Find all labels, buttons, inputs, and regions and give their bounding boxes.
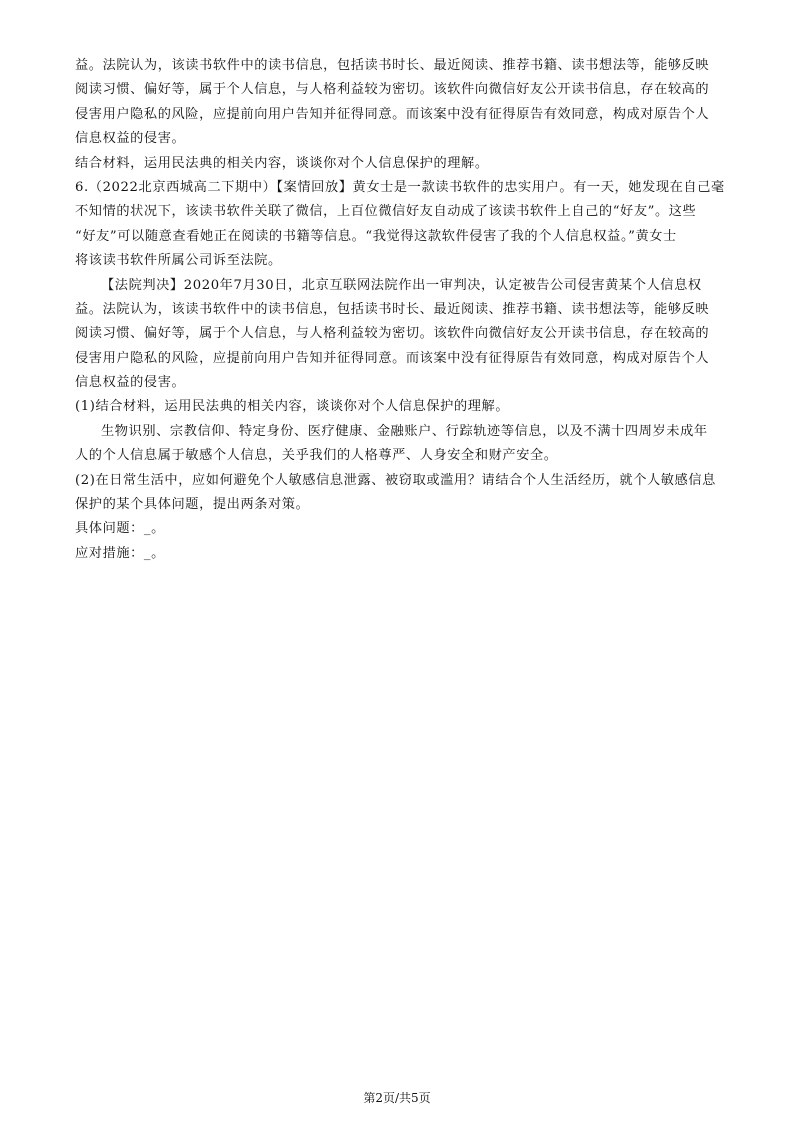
text-line: 侵害用户隐私的风险，应提前向用户告知并征得同意。而该案中没有征得原告有效同意，构成对原告个人 xyxy=(75,106,710,122)
sub-question-2: (2)在日常生活中，应如何避免个人敏感信息泄露、被窃取或滥用？请结合个人生活经历，就个人敏感信息 xyxy=(75,472,716,488)
document-body xyxy=(75,56,725,568)
text-line: 益。法院认为，该读书软件中的读书信息，包括读书时长、最近阅读、推荐书籍、读书想法等，能够反映 xyxy=(75,301,710,317)
question-6-intro: 6.（2022北京西城高二下期中）【案情回放】黄女士是一款读书软件的忠实用户。有一天，她发现在自己毫 xyxy=(75,179,725,195)
text-line: 侵害用户隐私的风险，应提前向用户告知并征得同意。而该案中没有征得原告有效同意，构成对原告个人 xyxy=(75,350,710,366)
sensitive-info-paragraph: 生物识别、宗教信仰、特定身份、医疗健康、金融账户、行踪轨迹等信息，以及不满十四周岁未成年 xyxy=(101,423,708,439)
text-line: 益。法院认为，该读书软件中的读书信息，包括读书时长、最近阅读、推荐书籍、读书想法等，能够反映 xyxy=(75,58,710,73)
text-line: 信息权益的侵害。 xyxy=(75,131,186,147)
text-line: 将该读书软件所属公司诉至法院。 xyxy=(75,253,282,269)
text-line: 信息权益的侵害。 xyxy=(75,375,186,391)
answer-problem-blank: 具体问题：_。 xyxy=(75,521,165,537)
answer-measures-blank: 应对措施：_。 xyxy=(75,545,165,561)
page-number: 第2页/共5页 xyxy=(363,1091,431,1105)
text-line: 人的个人信息属于敏感个人信息，关乎我们的人格尊严、人身安全和财产安全。 xyxy=(75,448,558,464)
text-line: 不知情的状况下，该读书软件关联了微信，上百位微信好友自动成了该读书软件上自己的“好友”。这些 xyxy=(75,204,697,220)
text-line: 阅读习惯、偏好等，属于个人信息，与人格利益较为密切。该软件向微信好友公开读书信息，存在较高的 xyxy=(75,82,710,98)
text-line: 保护的某个具体问题，提出两条对策。 xyxy=(75,497,310,513)
text-line: 阅读习惯、偏好等，属于个人信息，与人格利益较为密切。该软件向微信好友公开读书信息，存在较高的 xyxy=(75,326,710,342)
sub-question-1: (1)结合材料，运用民法典的相关内容，谈谈你对个人信息保护的理解。 xyxy=(75,399,510,415)
court-ruling-heading: 【法院判决】2020年7月30日，北京互联网法院作出一审判决，认定被告公司侵害黄某个人信息权 xyxy=(101,277,702,293)
text-line: “好友”可以随意查看她正在阅读的书籍等信息。“我觉得这款软件侵害了我的个人信息权益。”黄女士 xyxy=(75,228,677,244)
question-prompt: 结合材料，运用民法典的相关内容，谈谈你对个人信息保护的理解。 xyxy=(75,155,489,171)
